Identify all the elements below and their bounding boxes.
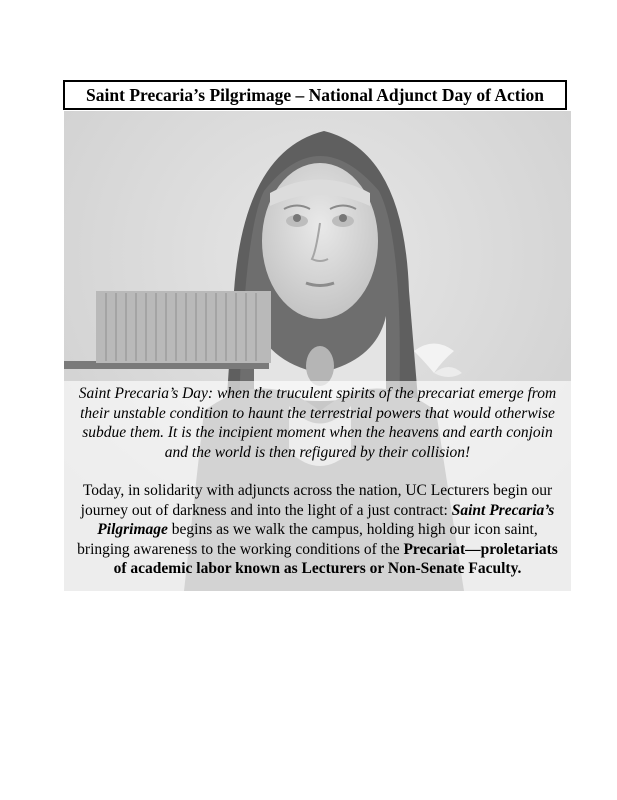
para2-intro: Today, in solidarity with adjuncts across the nation, UC Lecturers begin our journey out of darkness and into the light of a just contract: [80,482,553,519]
para2-middle: begins as we walk the campus, holding high our icon saint, bringing awareness to the working conditions of the [77,521,538,558]
page-title-text: Saint Precaria’s Pilgrimage – National Adjunct Day of Action [86,84,544,105]
pilgrimage-name: Saint Precaria’s Pilgrimage [97,501,555,538]
caption-paragraph-1: Saint Precaria’s Day: when the truculent spirits of the precariat emerge from their unstable condition to haunt the terrestrial powers that would otherwise subdue them. It is the incipient moment when the heavens and earth conjoin and the world is then refigured by their collision! [78,385,557,461]
caption-text [64,384,571,579]
precariat-definition: Precariat—proletariats of academic labor known as Lecturers or Non-Senate Faculty. [113,540,558,577]
page-title [63,80,567,110]
caption-paragraph-2 [64,481,571,579]
